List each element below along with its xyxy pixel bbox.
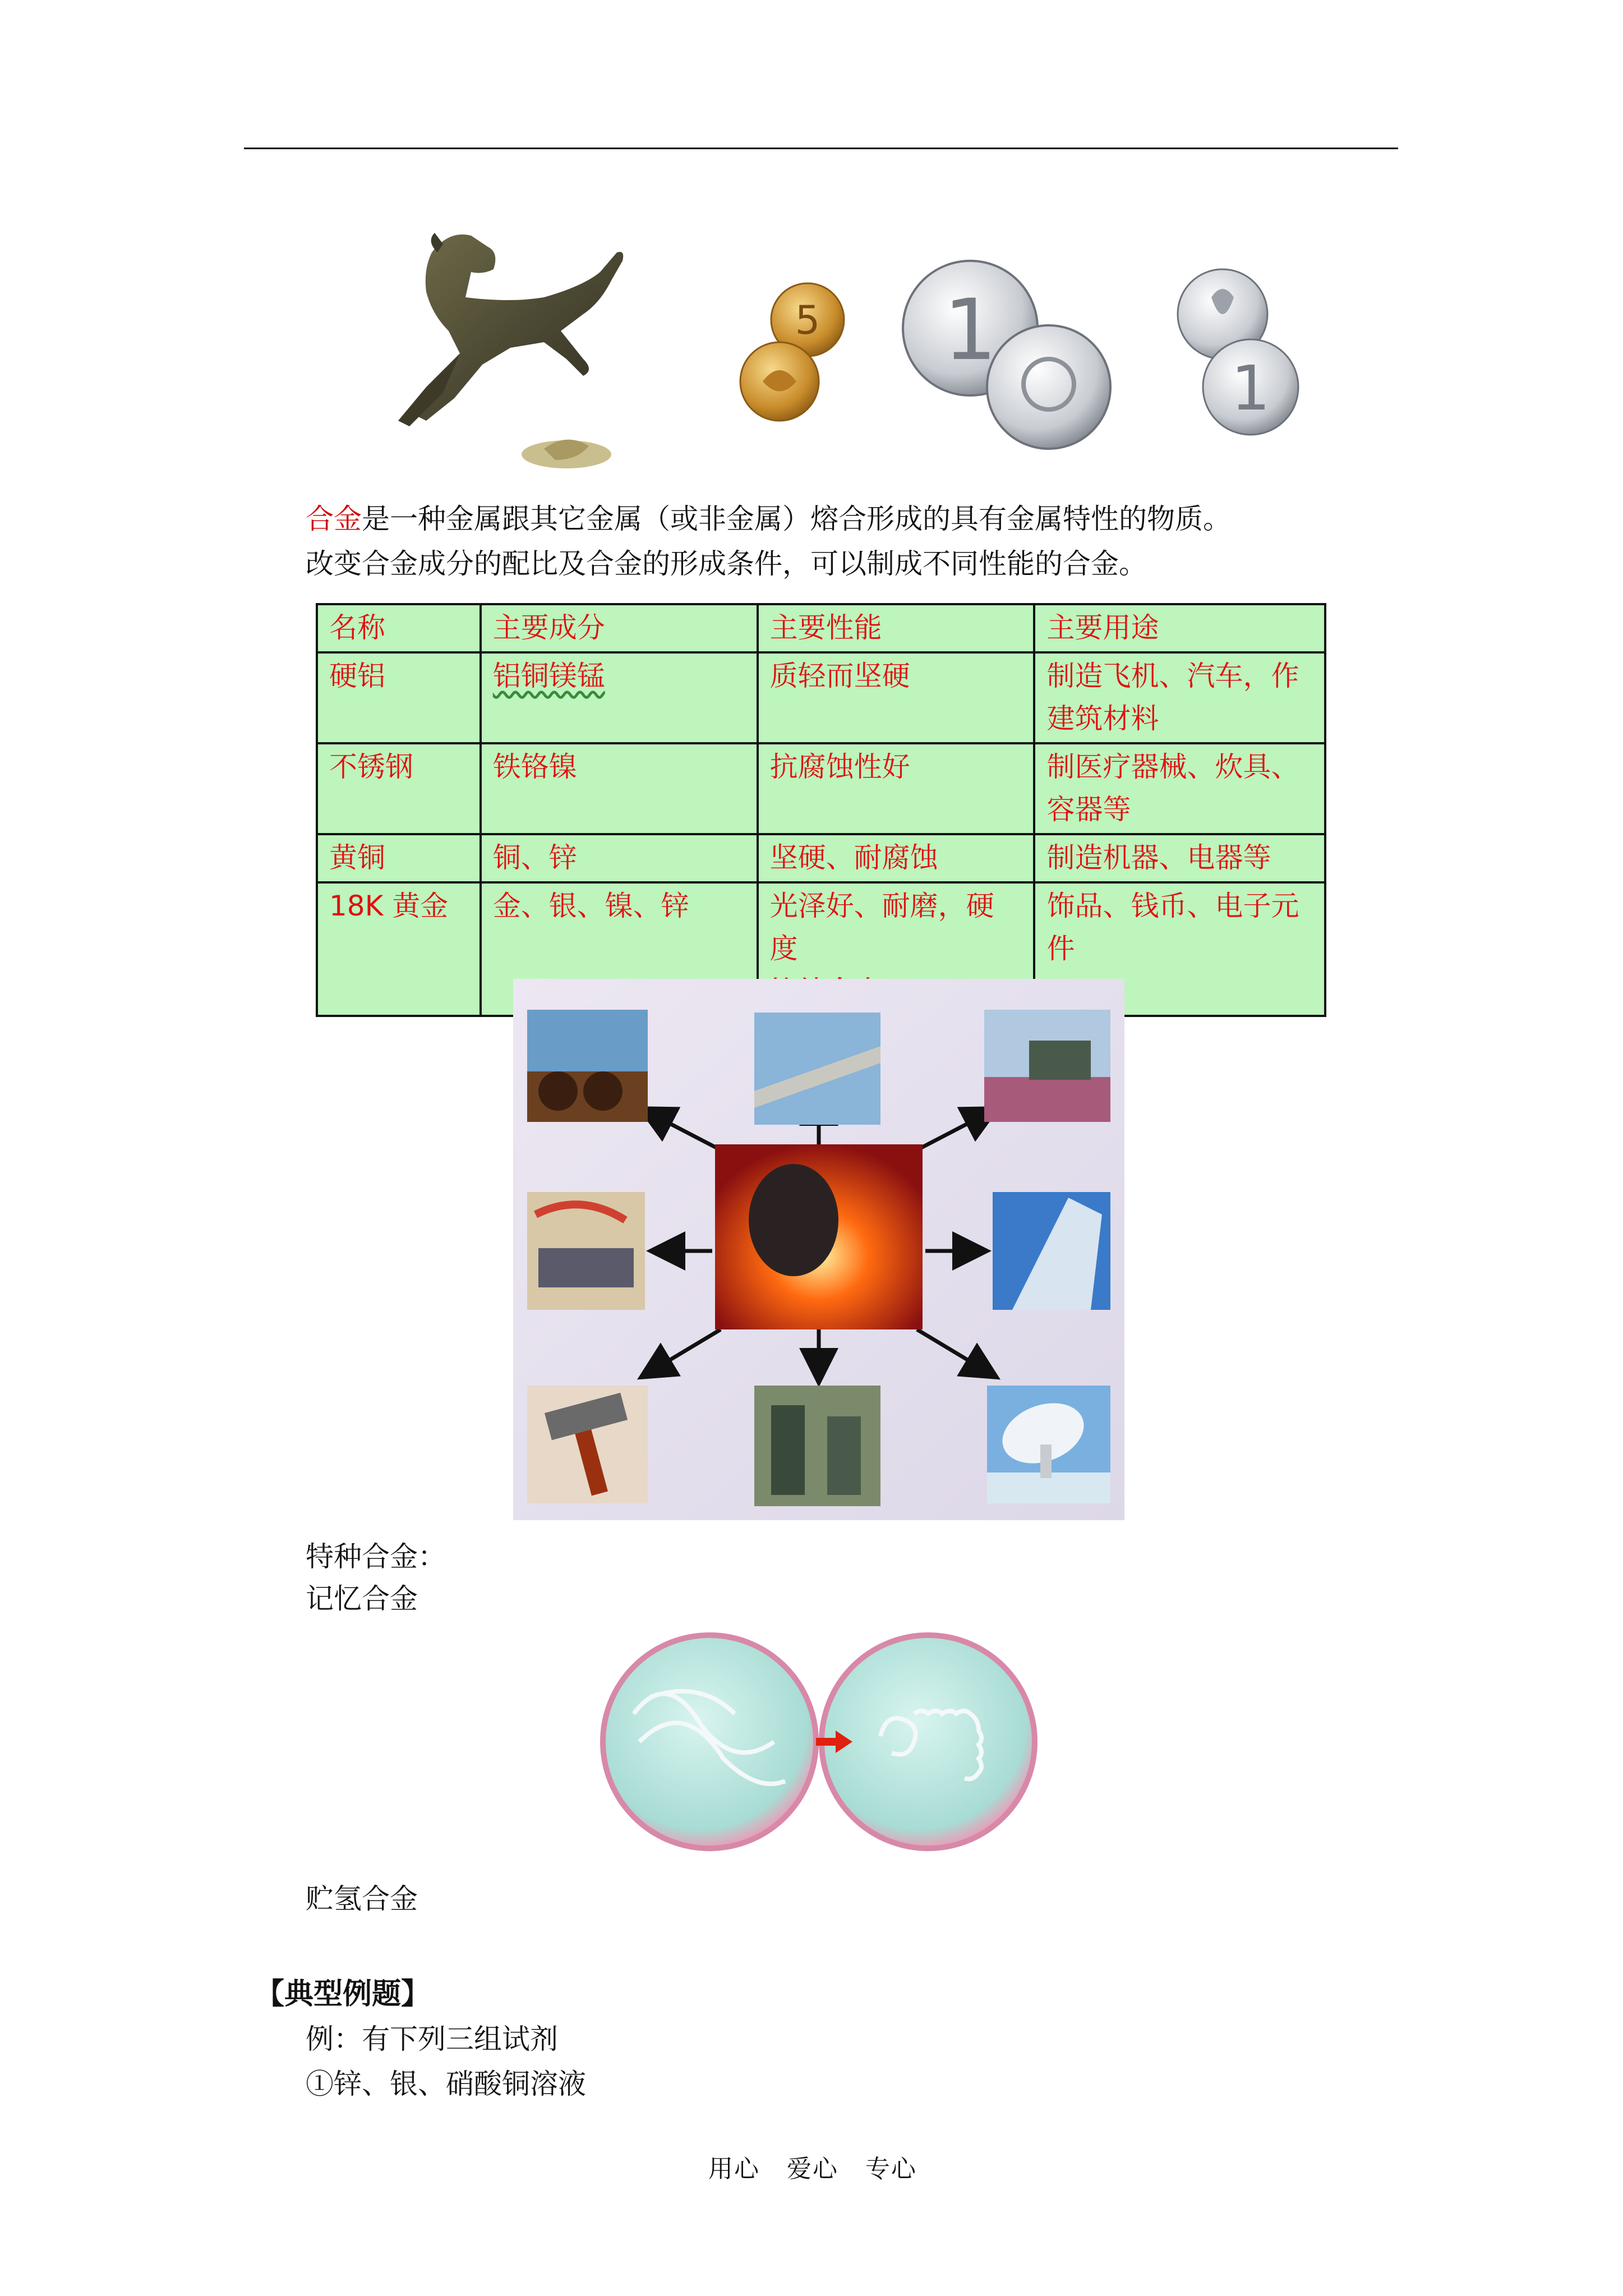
- bronze-horse-image: [320, 219, 667, 482]
- memory-alloy-image: [589, 1613, 1049, 1871]
- table-row: [317, 652, 1325, 743]
- svg-text:1: 1: [1231, 352, 1270, 424]
- bridge-image: [754, 1013, 880, 1125]
- alloy-term: 合金: [306, 503, 362, 535]
- alloy-applications-diagram: [513, 979, 1124, 1520]
- uses-line: 制造飞机、汽车，作: [1046, 660, 1299, 692]
- factory-image: [527, 1192, 645, 1310]
- hydrogen-storage-alloy-label: 贮氢合金: [306, 1883, 418, 1915]
- uses-line: 容器等: [1046, 793, 1131, 826]
- uses-line: 建筑材料: [1046, 702, 1159, 735]
- special-alloys-label: 特种合金：: [306, 1540, 446, 1573]
- header-uses: 主要用途: [1034, 604, 1325, 652]
- uses-line: 制医疗器械、炊具、: [1046, 751, 1299, 783]
- alloy-definition: [306, 496, 1231, 541]
- table-header-row: [317, 604, 1325, 652]
- uses-line: 饰品、钱币、电子元: [1046, 890, 1299, 922]
- cell-name: 不锈钢: [317, 743, 481, 834]
- header-rule: [244, 148, 1398, 149]
- harvester-image: [984, 1010, 1110, 1122]
- alloy-definition-text: 是一种金属跟其它金属（或非金属）熔合形成的具有金属特性的物质。: [362, 503, 1231, 535]
- satellite-dish-image: [987, 1386, 1110, 1503]
- cell-uses: [1034, 652, 1325, 743]
- cell-components: 金、银、镍、锌: [481, 882, 758, 1016]
- example-heading: 【典型例题】: [255, 1977, 431, 2011]
- cell-components: 铜、锌: [481, 834, 758, 882]
- machinery-image: [754, 1386, 880, 1506]
- cell-name: 黄铜: [317, 834, 481, 882]
- cell-components: [481, 652, 758, 743]
- cell-properties: 坚硬、耐腐蚀: [758, 834, 1035, 882]
- cell-name: 硬铝: [317, 652, 481, 743]
- hammer-image: [527, 1386, 648, 1503]
- building-image: [993, 1192, 1110, 1310]
- svg-text:1: 1: [943, 282, 997, 379]
- svg-text:5: 5: [795, 297, 820, 343]
- components-text: 铝铜镁锰: [492, 660, 605, 692]
- cell-properties: 质轻而坚硬: [758, 652, 1035, 743]
- uses-line: 件: [1046, 932, 1075, 965]
- properties-line: 光泽好、耐磨，硬度: [769, 890, 994, 965]
- table-row: [317, 743, 1325, 834]
- example-intro: 例：有下列三组试剂: [306, 2023, 558, 2055]
- cell-uses: [1034, 743, 1325, 834]
- cell-uses: 制造机器、电器等: [1034, 834, 1325, 882]
- cell-name: 18K 黄金: [317, 882, 481, 1016]
- alloy-table: [316, 603, 1326, 1017]
- alloy-composition-text: 改变合金成分的配比及合金的形成条件，可以制成不同性能的合金。: [306, 547, 1147, 580]
- memory-alloy-label: 记忆合金: [306, 1582, 418, 1615]
- page-footer: 用心 爱心 专心: [708, 2155, 917, 2183]
- header-properties: 主要性能: [758, 604, 1035, 652]
- header-name: 名称: [317, 604, 481, 652]
- table-row: [317, 834, 1325, 882]
- cell-properties: 抗腐蚀性好: [758, 743, 1035, 834]
- cell-components: 铁铬镍: [481, 743, 758, 834]
- header-components: 主要成分: [481, 604, 758, 652]
- example-item-1: ①锌、银、硝酸铜溶液: [306, 2068, 586, 2100]
- coins-image: [718, 247, 1324, 454]
- oil-pipes-image: [527, 1010, 648, 1122]
